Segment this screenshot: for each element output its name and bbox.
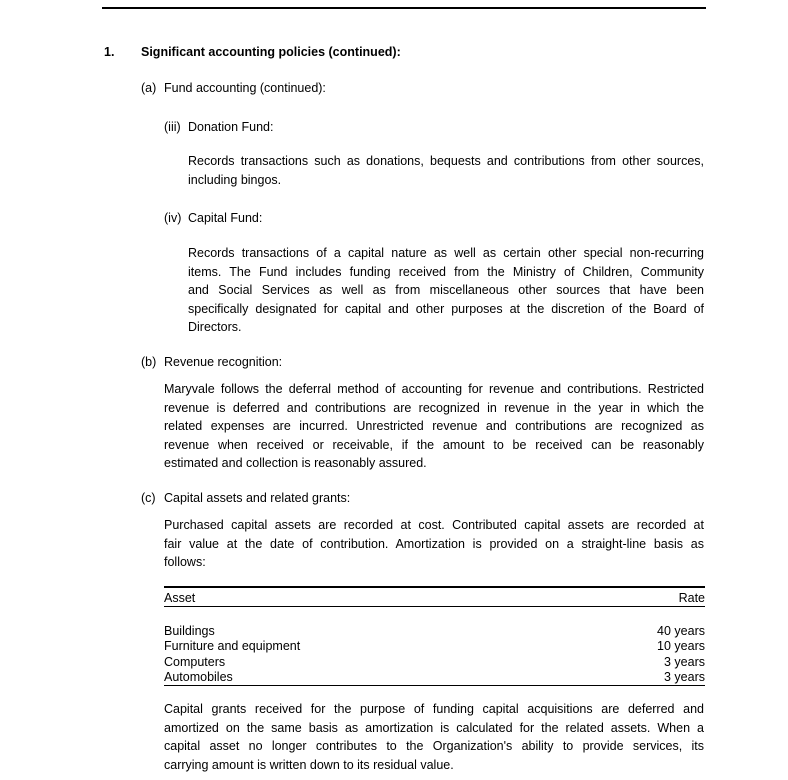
rate-cell: 3 years bbox=[664, 654, 705, 669]
item-c-title: Capital assets and related grants: bbox=[164, 491, 351, 505]
top-rule bbox=[102, 7, 706, 9]
item-a-title: Fund accounting (continued): bbox=[164, 81, 326, 95]
section-number: 1. bbox=[104, 45, 115, 59]
table-row bbox=[164, 670, 705, 686]
item-iii-title: Donation Fund: bbox=[188, 120, 274, 134]
rate-cell: 10 years bbox=[657, 639, 705, 654]
table-row bbox=[164, 639, 705, 654]
table-row bbox=[164, 655, 705, 670]
paragraph-line: related expenses are incurred. Unrestricted revenue and contributions are recognized as bbox=[164, 419, 704, 434]
revenue-recognition-paragraph bbox=[164, 380, 704, 473]
table-header-row bbox=[164, 587, 705, 607]
rate-cell: 3 years bbox=[564, 670, 705, 686]
item-b-label: (b) bbox=[141, 355, 157, 369]
donation-fund-paragraph bbox=[188, 152, 704, 189]
item-b-title: Revenue recognition: bbox=[164, 355, 283, 369]
paragraph-line: items. The Fund includes funding received from the Ministry of Children, Community bbox=[188, 264, 704, 279]
asset-cell: Buildings bbox=[164, 624, 215, 638]
table-row bbox=[164, 624, 705, 639]
column-header-rate: Rate bbox=[564, 587, 705, 607]
paragraph-line: capital asset no longer contributes to the Organization's ability to provide services, its bbox=[164, 739, 704, 754]
paragraph-line: Maryvale follows the deferral method of accounting for revenue and contributions. Restricted bbox=[164, 382, 704, 396]
capital-fund-paragraph bbox=[188, 244, 704, 337]
item-a-label: (a) bbox=[141, 81, 157, 95]
paragraph-line: Records transactions of a capital nature as well as certain other special non-recurring bbox=[188, 246, 704, 260]
amortization-table bbox=[164, 586, 705, 686]
paragraph-line: Directors. bbox=[188, 320, 242, 335]
item-iii-label: (iii) bbox=[164, 120, 181, 134]
asset-cell: Furniture and equipment bbox=[164, 639, 301, 654]
paragraph-line: amortized on the same basis as amortization is calculated for the related assets. When a bbox=[164, 720, 704, 735]
paragraph-line: carrying amount is written down to its residual value. bbox=[164, 757, 454, 772]
paragraph-line: Capital grants received for the purpose of funding capital acquisitions are deferred and bbox=[164, 702, 704, 716]
paragraph-line: revenue when received or receivable, if the amount to be received can be reasonably bbox=[164, 437, 704, 452]
item-iv-title: Capital Fund: bbox=[188, 211, 263, 225]
item-c-label: (c) bbox=[141, 491, 156, 505]
paragraph-line: Records transactions such as donations, bequests and contributions from other sources, bbox=[188, 154, 704, 168]
item-iv-label: (iv) bbox=[164, 211, 182, 225]
paragraph-line: fair value at the date of contribution. Amortization is provided on a straight-line basis as bbox=[164, 536, 704, 551]
paragraph-line: follows: bbox=[164, 555, 206, 570]
rate-cell: 40 years bbox=[657, 624, 705, 638]
paragraph-line: estimated and collection is reasonably assured. bbox=[164, 456, 427, 471]
section-title: Significant accounting policies (continued): bbox=[141, 45, 401, 59]
capital-assets-intro-paragraph bbox=[164, 516, 704, 572]
column-header-asset: Asset bbox=[164, 587, 564, 607]
paragraph-line: Purchased capital assets are recorded at cost. Contributed capital assets are recorded at bbox=[164, 518, 704, 532]
paragraph-line: specifically designated for capital and other purposes at the discretion of the Board of bbox=[188, 301, 704, 316]
asset-cell: Computers bbox=[164, 654, 226, 669]
paragraph-line: and Social Services as well as from miscellaneous other sources that have been bbox=[188, 283, 704, 298]
asset-cell: Automobiles bbox=[164, 670, 564, 686]
paragraph-line: including bingos. bbox=[188, 172, 282, 187]
paragraph-line: revenue is deferred and contributions are recognized in revenue in the year in which the bbox=[164, 400, 704, 415]
capital-grants-paragraph bbox=[164, 700, 704, 774]
